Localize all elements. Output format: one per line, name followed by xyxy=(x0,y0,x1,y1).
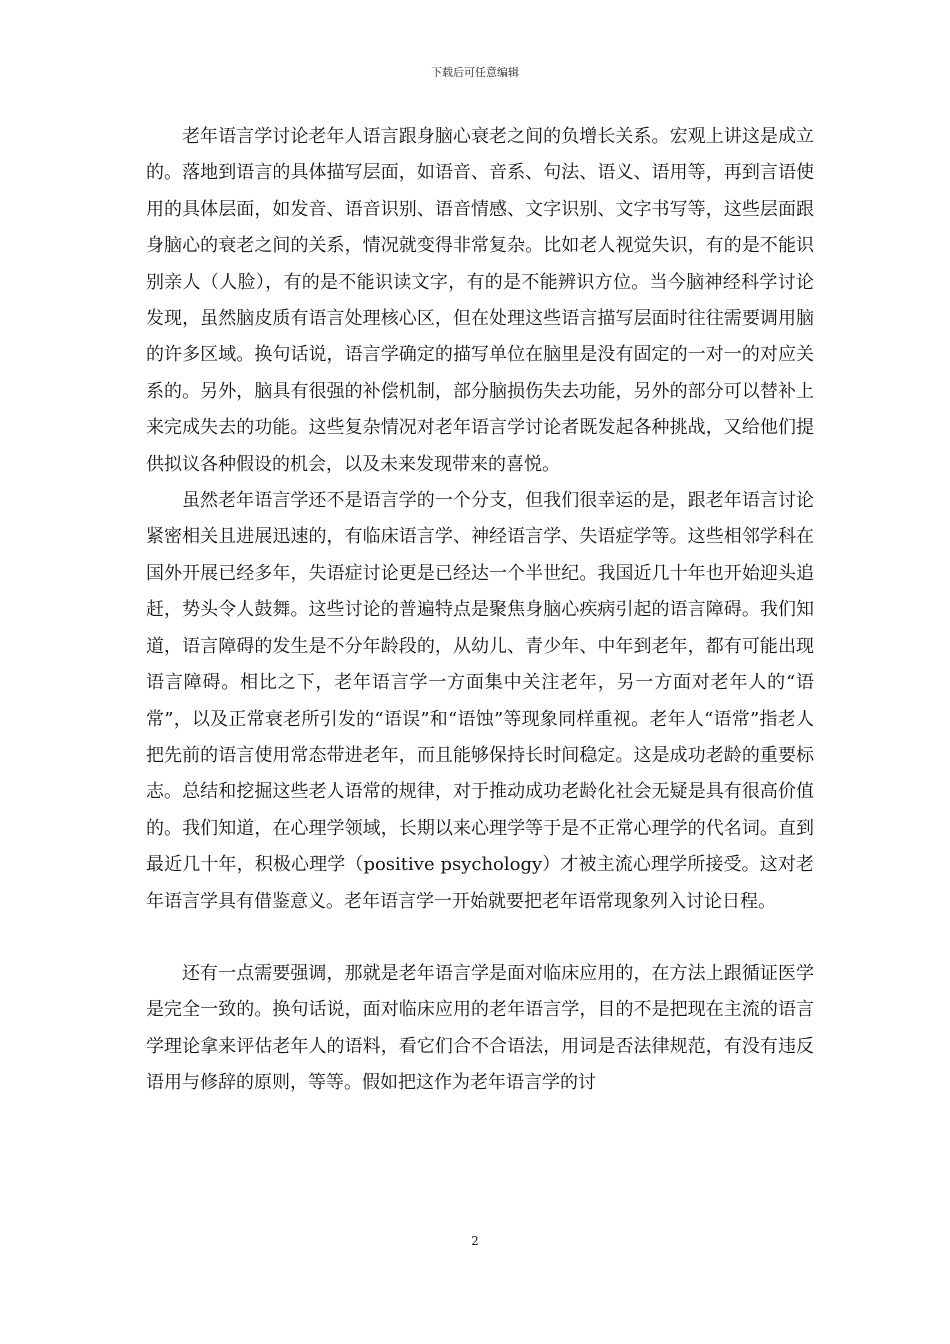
page-number: 2 xyxy=(471,1234,479,1248)
paragraph-1: 老年语言学讨论老年人语言跟身脑心衰老之间的负增长关系。宏观上讲这是成立的。落地到语言的具体描写层面，如语音、音系、句法、语义、语用等，再到言语使用的具体层面，如发音、语音识别、语音情感、文字识别、文字书写等，这些层面跟身脑心的衰老之间的关系，情况就变得非常复杂。比如老人视觉失识，有的是不能识别亲人（人脸），有的是不能识读文字，有的是不能辨识方位。当今脑神经科学讨论发现，虽然脑皮质有语言处理核心区，但在处理这些语言描写层面时往往需要调用脑的许多区域。换句话说，语言学确定的描写单位在脑里是没有固定的一对一的对应关系的。另外，脑具有很强的补偿机制，部分脑损伤失去功能，另外的部分可以替补上来完成失去的功能。这些复杂情况对老年语言学讨论者既发起各种挑战，又给他们提供拟议各种假设的机会，以及未来发现带来的喜悦。 xyxy=(146,126,814,475)
paragraph-3: 还有一点需要强调，那就是老年语言学是面对临床应用的，在方法上跟循证医学是完全一致的。换句话说，面对临床应用的老年语言学，目的不是把现在主流的语言学理论拿来评估老年人的语料，看它们合不合语法，用词是否法律规范，有没有违反语用与修辞的原则，等等。假如把这作为老年语言学的讨 xyxy=(146,962,814,1094)
page-header: 下载后可任意编辑 xyxy=(431,66,519,79)
paragraph-2: 虽然老年语言学还不是语言学的一个分支，但我们很幸运的是，跟老年语言讨论紧密相关且进展迅速的，有临床语言学、神经语言学、失语症学等。这些相邻学科在国外开展已经多年，失语症讨论更是已经达一个半世纪。我国近几十年也开始迎头追赶，势头令人鼓舞。这些讨论的普遍特点是聚焦身脑心疾病引起的语言障碍。我们知道，语言障碍的发生是不分年龄段的，从幼儿、青少年、中年到老年，都有可能出现语言障碍。相比之下，老年语言学一方面集中关注老年，另一方面对老年人的“语常”，以及正常衰老所引发的“语误”和“语蚀”等现象同样重视。老年人“语常”指老人把先前的语言使用常态带进老年，而且能够保持长时间稳定。这是成功老龄的重要标志。总结和挖掘这些老人语常的规律，对于推动成功老龄化社会无疑是具有很高价值的。我们知道，在心理学领域，长期以来心理学等于是不正常心理学的代名词。直到最近几十年，积极心理学（positive psychology）才被主流心理学所接受。这对老年语言学具有借鉴意义。老年语言学一开始就要把老年语常现象列入讨论日程。 xyxy=(146,490,814,912)
body-text xyxy=(146,119,814,1102)
